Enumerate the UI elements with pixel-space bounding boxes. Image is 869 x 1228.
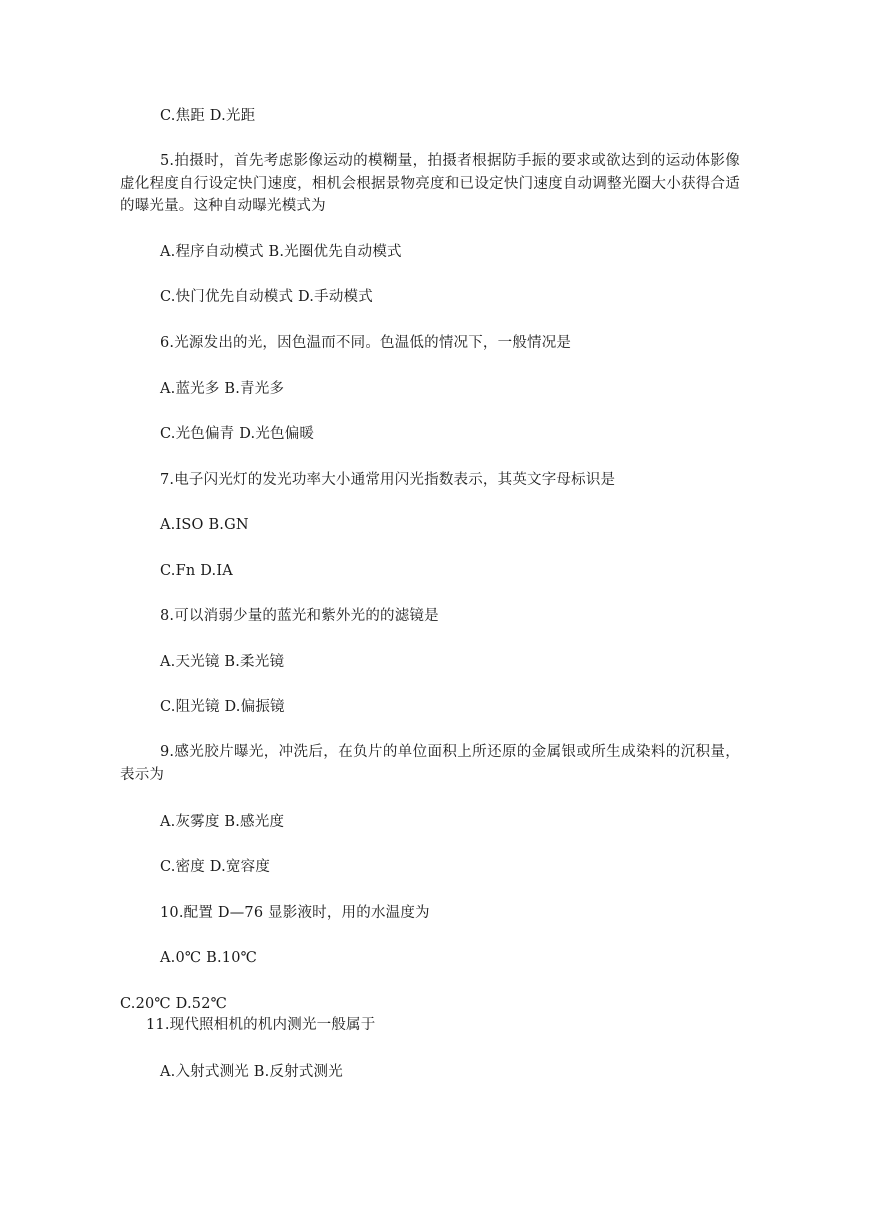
option-line: C.Fn D.IA xyxy=(160,563,233,579)
option-line: C.20℃ D.52℃ xyxy=(120,996,228,1012)
option-line: C.快门优先自动模式 D.手动模式 xyxy=(160,289,373,305)
option-line: C.阻光镜 D.偏振镜 xyxy=(160,699,285,715)
question-11: 11.现代照相机的机内测光一般属于 xyxy=(146,1017,376,1033)
question-8: 8.可以消弱少量的蓝光和紫外光的的滤镜是 xyxy=(160,608,439,624)
question-7: 7.电子闪光灯的发光功率大小通常用闪光指数表示，其英文字母标识是 xyxy=(160,472,616,488)
option-line: C.焦距 D.光距 xyxy=(160,108,256,124)
question-10: 10.配置 D—76 显影液时，用的水温度为 xyxy=(160,905,430,921)
option-line: A.程序自动模式 B.光圈优先自动模式 xyxy=(160,244,402,260)
option-line: A.灰雾度 B.感光度 xyxy=(160,814,285,830)
option-line: A.0℃ B.10℃ xyxy=(160,950,258,966)
option-line: A.ISO B.GN xyxy=(160,517,249,533)
question-5: 5.拍摄时，首先考虑影像运动的模糊量，拍摄者根据防手振的要求或欲达到的运动体影像虚化程度自行设定快门速度，相机会根据景物亮度和已设定快门速度自动调整光圈大小获得合适的曝光量。这种自动曝光模式为 xyxy=(120,153,740,214)
option-line: A.入射式测光 B.反射式测光 xyxy=(160,1064,343,1080)
option-line: A.天光镜 B.柔光镜 xyxy=(160,654,285,670)
option-line: C.光色偏青 D.光色偏暖 xyxy=(160,426,315,442)
option-line: C.密度 D.宽容度 xyxy=(160,859,271,875)
option-line: A.蓝光多 B.青光多 xyxy=(160,381,285,397)
question-9: 9.感光胶片曝光，冲洗后，在负片的单位面积上所还原的金属银或所生成染料的沉积量，表示为 xyxy=(120,744,740,783)
question-6: 6.光源发出的光，因色温而不同。色温低的情况下，一般情况是 xyxy=(160,335,572,351)
